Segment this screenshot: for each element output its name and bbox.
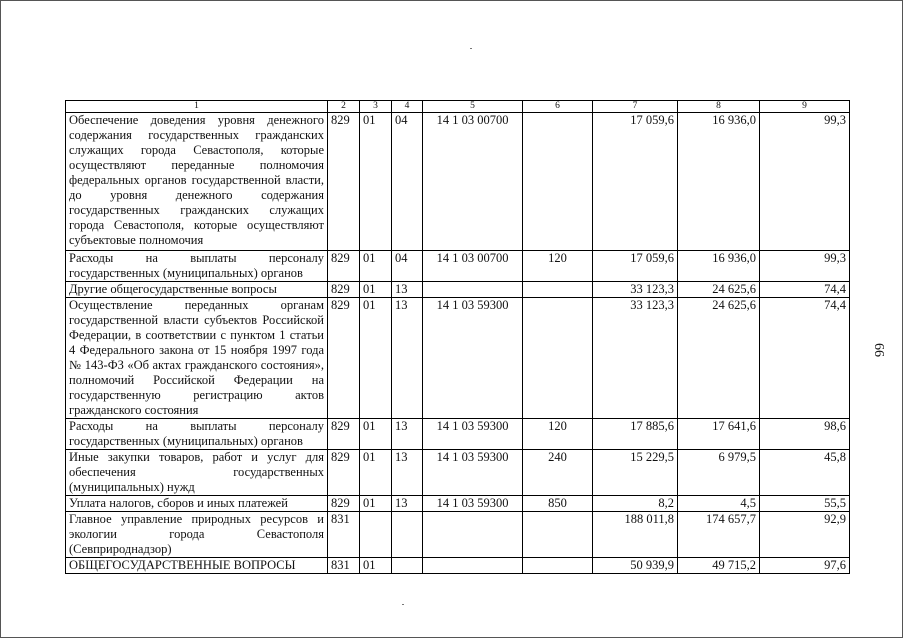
plan-amount: 15 229,5 — [593, 450, 678, 496]
plan-amount: 17 059,6 — [593, 113, 678, 251]
column-header: 6 — [523, 101, 593, 113]
execution-percent: 97,6 — [760, 558, 850, 574]
actual-amount: 17 641,6 — [678, 419, 760, 450]
row-name: Осуществление переданных органам государственной власти субъектов Российской Федерации, в соответствии с пунктом 1 статьи 4 Федерального закона от 15 ноября 1997 года № 143-ФЗ «Об актах гражданского состояния», полномочий Российской Федерации на государственную регистрацию актов гражданского состояния — [66, 298, 328, 419]
column-header: 9 — [760, 101, 850, 113]
target-article-code — [423, 282, 523, 298]
column-header: 1 — [66, 101, 328, 113]
expense-type-code — [523, 113, 593, 251]
grbs-code: 829 — [328, 419, 360, 450]
section-code: 01 — [360, 558, 392, 574]
target-article-code: 14 1 03 00700 — [423, 113, 523, 251]
row-name: Расходы на выплаты персоналу государственных (муниципальных) органов — [66, 251, 328, 282]
grbs-code: 831 — [328, 512, 360, 558]
grbs-code: 829 — [328, 496, 360, 512]
subsection-code: 04 — [392, 251, 423, 282]
grbs-code: 831 — [328, 558, 360, 574]
subsection-code: 04 — [392, 113, 423, 251]
table-row — [66, 450, 850, 496]
expense-type-code — [523, 298, 593, 419]
section-code — [360, 512, 392, 558]
execution-percent: 92,9 — [760, 512, 850, 558]
target-article-code: 14 1 03 59300 — [423, 496, 523, 512]
subsection-code: 13 — [392, 282, 423, 298]
row-name: Расходы на выплаты персоналу государственных (муниципальных) органов — [66, 419, 328, 450]
grbs-code: 829 — [328, 298, 360, 419]
table-row — [66, 282, 850, 298]
actual-amount: 16 936,0 — [678, 113, 760, 251]
section-code: 01 — [360, 113, 392, 251]
grbs-code: 829 — [328, 282, 360, 298]
plan-amount: 188 011,8 — [593, 512, 678, 558]
column-number-row — [66, 101, 850, 113]
target-article-code: 14 1 03 59300 — [423, 419, 523, 450]
page-number: 66 — [871, 343, 886, 357]
actual-amount: 24 625,6 — [678, 282, 760, 298]
actual-amount: 24 625,6 — [678, 298, 760, 419]
plan-amount: 50 939,9 — [593, 558, 678, 574]
plan-amount: 17 885,6 — [593, 419, 678, 450]
grbs-code: 829 — [328, 113, 360, 251]
subsection-code: 13 — [392, 419, 423, 450]
column-header: 5 — [423, 101, 523, 113]
table-row — [66, 512, 850, 558]
grbs-code: 829 — [328, 251, 360, 282]
section-code: 01 — [360, 298, 392, 419]
execution-percent: 98,6 — [760, 419, 850, 450]
execution-percent: 45,8 — [760, 450, 850, 496]
actual-amount: 174 657,7 — [678, 512, 760, 558]
execution-percent: 74,4 — [760, 298, 850, 419]
section-code: 01 — [360, 496, 392, 512]
target-article-code — [423, 558, 523, 574]
section-code: 01 — [360, 450, 392, 496]
column-header: 3 — [360, 101, 392, 113]
grbs-code: 829 — [328, 450, 360, 496]
plan-amount: 33 123,3 — [593, 298, 678, 419]
budget-table — [65, 100, 850, 574]
expense-type-code: 240 — [523, 450, 593, 496]
table-row — [66, 298, 850, 419]
plan-amount: 33 123,3 — [593, 282, 678, 298]
subsection-code: 13 — [392, 450, 423, 496]
subsection-code: 13 — [392, 298, 423, 419]
row-name: Обеспечение доведения уровня денежного содержания государственных гражданских служащих города Севастополя, которые осуществляют переданные полномочия федеральных органов государственной власти, до уровня денежного содержания государственных гражданских служащих города Севастополя, которые осуществляют субъектовые полномочия — [66, 113, 328, 251]
subsection-code — [392, 512, 423, 558]
execution-percent: 55,5 — [760, 496, 850, 512]
table-row — [66, 496, 850, 512]
column-header: 7 — [593, 101, 678, 113]
execution-percent: 74,4 — [760, 282, 850, 298]
row-name: Иные закупки товаров, работ и услуг для обеспечения государственных (муниципальных) нужд — [66, 450, 328, 496]
execution-percent: 99,3 — [760, 251, 850, 282]
actual-amount: 4,5 — [678, 496, 760, 512]
plan-amount: 8,2 — [593, 496, 678, 512]
expense-type-code — [523, 558, 593, 574]
plan-amount: 17 059,6 — [593, 251, 678, 282]
expense-type-code — [523, 512, 593, 558]
column-header: 2 — [328, 101, 360, 113]
section-code: 01 — [360, 282, 392, 298]
scan-speck — [402, 604, 404, 605]
target-article-code — [423, 512, 523, 558]
row-name: Главное управление природных ресурсов и экологии города Севастополя (Севприроднадзор) — [66, 512, 328, 558]
actual-amount: 49 715,2 — [678, 558, 760, 574]
table-row — [66, 113, 850, 251]
expense-type-code: 120 — [523, 251, 593, 282]
scan-speck — [470, 48, 472, 49]
table-row — [66, 419, 850, 450]
column-header: 4 — [392, 101, 423, 113]
expense-type-code: 850 — [523, 496, 593, 512]
row-name: Другие общегосударственные вопросы — [66, 282, 328, 298]
actual-amount: 16 936,0 — [678, 251, 760, 282]
target-article-code: 14 1 03 59300 — [423, 298, 523, 419]
table-row — [66, 558, 850, 574]
subsection-code: 13 — [392, 496, 423, 512]
row-name: Уплата налогов, сборов и иных платежей — [66, 496, 328, 512]
section-code: 01 — [360, 251, 392, 282]
expense-type-code: 120 — [523, 419, 593, 450]
table-row — [66, 251, 850, 282]
row-name: ОБЩЕГОСУДАРСТВЕННЫЕ ВОПРОСЫ — [66, 558, 328, 574]
column-header: 8 — [678, 101, 760, 113]
section-code: 01 — [360, 419, 392, 450]
target-article-code: 14 1 03 59300 — [423, 450, 523, 496]
execution-percent: 99,3 — [760, 113, 850, 251]
target-article-code: 14 1 03 00700 — [423, 251, 523, 282]
subsection-code — [392, 558, 423, 574]
expense-type-code — [523, 282, 593, 298]
actual-amount: 6 979,5 — [678, 450, 760, 496]
